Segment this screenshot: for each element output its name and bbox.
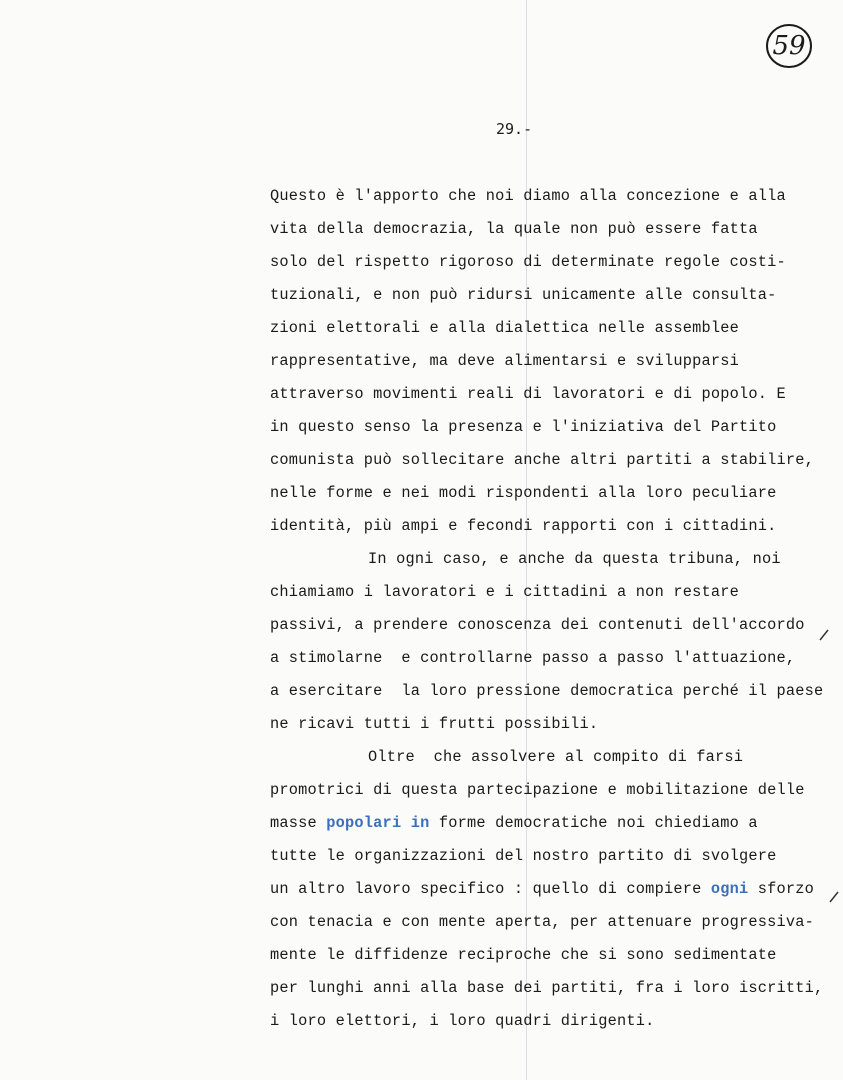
text-line: chiamiamo i lavoratori e i cittadini a non restare — [270, 583, 739, 601]
overstruck-text: ogni — [710, 880, 749, 898]
text-line: Oltre che assolvere al compito di farsi — [368, 748, 744, 766]
text-segment: masse — [270, 814, 327, 832]
text-line: a stimolarne e controllarne passo a passo l'attuazione, — [270, 649, 796, 667]
text-line: con tenacia e con mente aperta, per attenuare progressiva- — [270, 913, 815, 931]
text-segment: un altro lavoro specifico : quello di compiere — [270, 880, 711, 898]
text-line: per lunghi anni alla base dei partiti, fra i loro iscritti, — [270, 979, 824, 997]
text-line: In ogni caso, e anche da questa tribuna, noi — [368, 550, 781, 568]
text-line: solo del rispetto rigoroso di determinate regole costi- — [270, 253, 786, 271]
text-line: tuzionali, e non può ridursi unicamente alle consulta- — [270, 286, 777, 304]
page-stamp — [764, 22, 814, 70]
text-line-with-overstrike — [270, 880, 814, 898]
overstruck-text: popolari in — [326, 814, 430, 832]
text-line: i loro elettori, i loro quadri dirigenti. — [270, 1012, 655, 1030]
text-line: mente le diffidenze reciproche che si sono sedimentate — [270, 946, 777, 964]
text-line: Questo è l'apporto che noi diamo alla concezione e alla — [270, 187, 786, 205]
text-segment: sforzo — [748, 880, 815, 898]
text-line: tutte le organizzazioni del nostro partito di svolgere — [270, 847, 777, 865]
stamp-number: 59 — [772, 31, 806, 61]
text-line: passivi, a prendere conoscenza dei contenuti dell'accordo — [270, 616, 805, 634]
page-number: 29.- — [496, 120, 533, 138]
margin-slash-icon — [818, 628, 830, 642]
text-line-with-overstrike — [270, 814, 758, 832]
text-line: zioni elettorali e alla dialettica nelle assemblee — [270, 319, 739, 337]
text-line: rappresentative, ma deve alimentarsi e svilupparsi — [270, 352, 739, 370]
text-line: comunista può sollecitare anche altri partiti a stabilire, — [270, 451, 815, 469]
text-line: identità, più ampi e fecondi rapporti con i cittadini. — [270, 517, 777, 535]
text-line: attraverso movimenti reali di lavoratori e di popolo. E — [270, 385, 786, 403]
text-line: vita della democrazia, la quale non può essere fatta — [270, 220, 758, 238]
text-segment: forme democratiche noi chiediamo a — [429, 814, 758, 832]
text-line: ne ricavi tutti i frutti possibili. — [270, 715, 599, 733]
text-line: in questo senso la presenza e l'iniziativa del Partito — [270, 418, 777, 436]
margin-slash-icon — [828, 890, 840, 904]
text-line: promotrici di questa partecipazione e mobilitazione delle — [270, 781, 805, 799]
text-line: nelle forme e nei modi rispondenti alla loro peculiare — [270, 484, 777, 502]
text-line: a esercitare la loro pressione democratica perché il paese — [270, 682, 824, 700]
